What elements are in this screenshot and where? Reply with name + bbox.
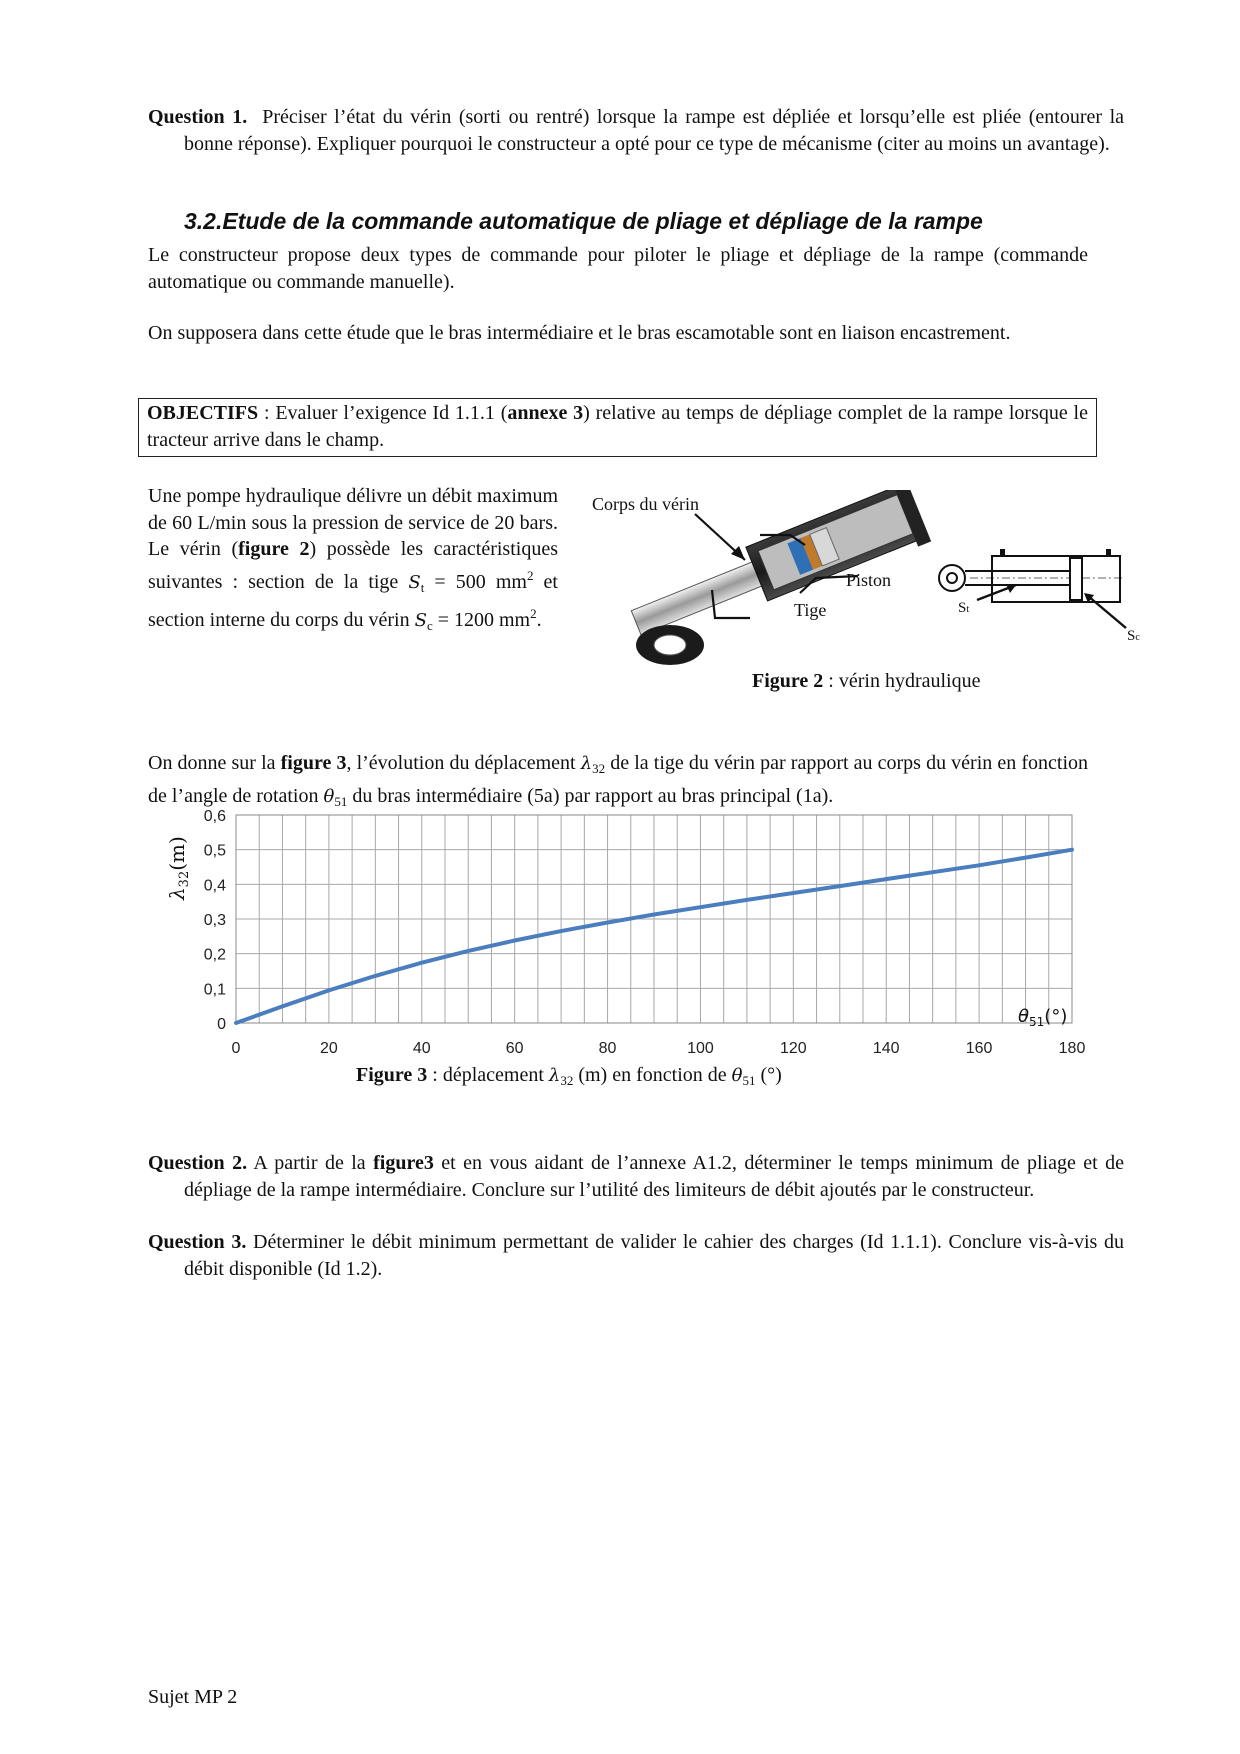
y-tick-label: 0,3: [203, 912, 226, 929]
rod-eye: [636, 625, 704, 665]
label-piston: Piston: [846, 570, 892, 590]
y-tick-label: 0,2: [203, 946, 226, 964]
question-3-label: Question 3.: [148, 1231, 247, 1253]
objectives-label: OBJECTIFS: [147, 402, 259, 424]
figure-3-chart: [150, 805, 1100, 1070]
sc-symbol: S: [414, 610, 427, 631]
question-3: [148, 1229, 1124, 1282]
label-tige: Tige: [794, 600, 827, 620]
sc-exponent: 2: [530, 606, 537, 621]
y-tick-label: 0,5: [203, 842, 226, 860]
objectives-annex: annexe 3: [507, 402, 584, 424]
y-tick-label: 0,4: [203, 877, 226, 895]
x-tick-label: 80: [598, 1040, 617, 1057]
chart-y-ticks: [204, 808, 226, 1033]
pump-text-4: .: [536, 609, 542, 631]
question-1-label: Question 1.: [148, 106, 248, 128]
figure-2-caption: [752, 670, 980, 693]
paragraph-figure-3: On donne sur la figure 3, l’évolution du déplacement $\lambda_{32}$ de la tige du vérin par rapport au corps du vérin en fonction de l’angle de rotation $\theta_{51}$ du bras intermédiaire (5a) par rapport au bras principal (1a).: [148, 752, 1089, 809]
figure-2-caption-bold: Figure 2: [752, 670, 824, 692]
section-title: Etude de la commande automatique de pliage et dépliage de la rampe: [222, 208, 983, 234]
label-sc: Sc: [1127, 628, 1140, 644]
st-exponent: 2: [526, 567, 534, 583]
paragraph-commande: Le constructeur propose deux types de commande pour piloter le pliage et dépliage de la rampe (commande automatique ou commande manuelle).: [148, 244, 1088, 293]
label-corps-du-verin: Corps du vérin: [592, 494, 699, 514]
st-value: = 500 mm: [424, 570, 527, 593]
chart-x-ticks: [232, 1040, 1086, 1057]
x-tick-label: 20: [319, 1040, 338, 1057]
pump-text-2: ) possède les caractéristiques suivantes : section de la tige: [148, 538, 558, 593]
question-3-text: Déterminer le débit minimum permettant de valider le cahier des charges (Id 1.1.1). Conclure vis-à-vis du débit disponible (Id 1.2).: [184, 1231, 1125, 1280]
para3-figure-ref: figure 3: [280, 752, 347, 774]
objectives-box: [138, 398, 1097, 457]
st-subscript: t: [420, 579, 425, 595]
chart-y-label: $\lambda_{32}(m)$: [165, 836, 192, 900]
section-heading: [184, 208, 1104, 235]
question-2-figure-ref: figure3: [373, 1152, 434, 1174]
page-footer: Sujet MP 2: [148, 1686, 238, 1708]
schematic-piston: [1070, 558, 1082, 600]
schematic-eye: [939, 565, 965, 591]
x-tick-label: 160: [965, 1040, 993, 1057]
question-2: Question 2. A partir de la figure3 et en vous aidant de l’annexe A1.2, déterminer le temps minimum de pliage et de dépliage de la rampe intermédiaire. Conclure sur l’utilité des limiteurs de débit ajoutés par le constructeur.: [148, 1152, 1124, 1201]
chart-grid: [236, 815, 1072, 1023]
y-tick-label: 0: [217, 1016, 226, 1033]
x-tick-label: 120: [779, 1040, 807, 1057]
question-2-label: Question 2.: [148, 1152, 248, 1174]
x-tick-label: 140: [872, 1040, 900, 1057]
label-st: St: [958, 600, 970, 616]
section-number: 3.2.: [184, 208, 223, 234]
x-tick-label: 40: [412, 1040, 431, 1057]
objectives-text-b: ) relative au temps de dépliage complet de la rampe lorsque le tracteur arrive dans le champ.: [147, 402, 1088, 451]
figure-2-schematic: [930, 540, 1130, 640]
schematic-body: [992, 556, 1120, 602]
x-tick-label: 0: [231, 1040, 241, 1057]
figure-2-caption-rest: : vérin hydraulique: [823, 670, 981, 692]
figure-3-caption: Figure 3 : déplacement $\lambda_{32}$ (m) en fonction de $\theta_{51}$ (°): [356, 1064, 782, 1088]
y-tick-label: 0,6: [203, 808, 226, 825]
sc-value: = 1200 mm: [432, 609, 531, 631]
sc-subscript: c: [426, 618, 433, 633]
chart-x-label: $\theta_{51}(^\circ)$: [1018, 1006, 1068, 1029]
figure-3-caption-bold: Figure 3: [356, 1064, 428, 1086]
question-1-text: Préciser l’état du vérin (sorti ou rentré) lorsque la rampe est dépliée et lorsqu’elle est pliée (entourer la bonne réponse). Expliquer pourquoi le constructeur a opté pour ce type de mécanisme (citer au moins un avantage).: [184, 106, 1125, 155]
st-symbol: S: [408, 571, 421, 593]
pump-paragraph: [148, 483, 558, 640]
x-tick-label: 180: [1058, 1040, 1086, 1057]
x-tick-label: 100: [687, 1040, 714, 1057]
question-1: [148, 104, 1124, 157]
x-tick-label: 60: [505, 1040, 524, 1057]
y-tick-label: 0,1: [203, 981, 226, 999]
paragraph-hypothese: On supposera dans cette étude que le bras intermédiaire et le bras escamotable sont en liaison encastrement.: [148, 322, 1011, 344]
pump-text-3: et section interne du corps du vérin: [148, 570, 558, 631]
objectives-text-a: : Evaluer l’exigence Id 1.1.1 (: [258, 402, 508, 424]
pump-text-1: Une pompe hydraulique délivre un débit maximum de 60 L/min sous la pression de service de 20 bars. Le vérin (: [148, 485, 558, 560]
pump-figure-ref: figure 2: [238, 538, 310, 560]
